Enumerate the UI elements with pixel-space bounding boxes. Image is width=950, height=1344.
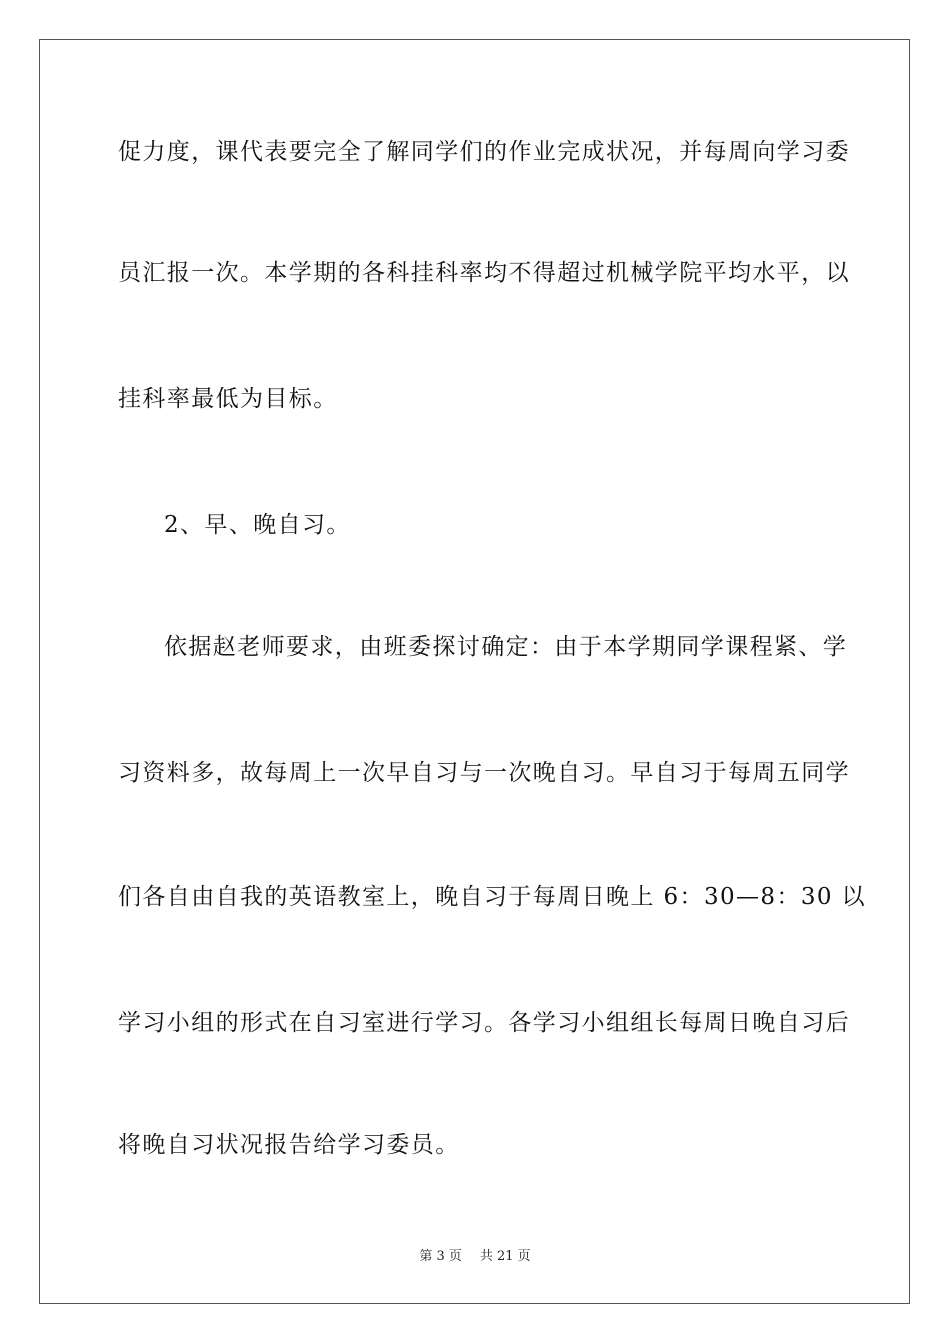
paragraph-line: 学习小组的形式在自习室进行学习。各学习小组组长每周日晚自习后 xyxy=(118,1010,850,1036)
paragraph-line: 促力度，课代表要完全了解同学们的作业完成状况，并每周向学习委 xyxy=(118,139,850,165)
paragraph-line: 依据赵老师要求，由班委探讨确定：由于本学期同学课程紧、学 xyxy=(164,634,848,660)
section-heading: 2、早、晚自习。 xyxy=(164,512,351,538)
paragraph-line: 习资料多，故每周上一次早自习与一次晚自习。早自习于每周五同学 xyxy=(118,760,850,786)
page-footer xyxy=(0,1248,950,1266)
page-total: 共 21 页 xyxy=(479,1249,531,1264)
paragraph-line: 挂科率最低为目标。 xyxy=(118,386,338,412)
paragraph-line: 将晚自习状况报告给学习委员。 xyxy=(118,1132,460,1158)
paragraph-line: 们各自由自我的英语教室上，晚自习于每周日晚上 6：30—8：30 以 xyxy=(118,884,867,910)
paragraph-line: 员汇报一次。本学期的各科挂科率均不得超过机械学院平均水平，以 xyxy=(118,260,850,286)
page-border xyxy=(39,39,910,1304)
page-number: 第 3 页 xyxy=(419,1249,462,1264)
